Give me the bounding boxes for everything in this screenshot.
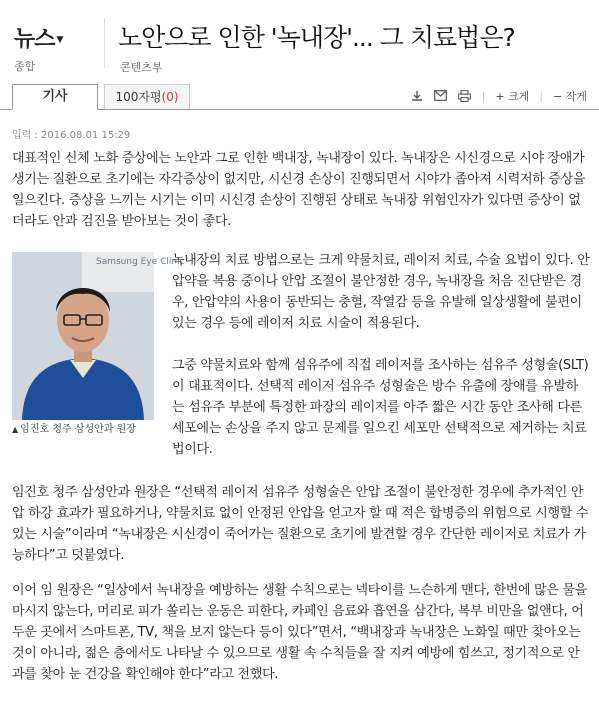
doctor-photo: [12, 252, 185, 420]
email-icon[interactable]: [434, 90, 448, 102]
article-paragraph: 녹내장의 치료 방법으로는 크게 약물치료, 레이저 치료, 수술 요법이 있다. 안압약을 복용 중이나 안압 조절이 불안정한 경우, 녹내장을 처음 진단받은 경우, 안압약의 사용이 동반되는 충혈, 작열감 등을 유발해 일상생활에 불편이 있는 경우 등에 레이저 치료 시술이 적용된다.: [172, 253, 590, 331]
header-divider: [104, 18, 105, 68]
article-paragraph: 임진호 청주 삼성안과 원장은 “선택적 레이저 섬유주 성형술은 안압 조절이 불안정한 경우에 추가적인 안압 하강 효과가 필요하거나, 약물치료 없이 안정된 안압을 얻고자 할 때 적은 합병증의 위험으로 시행할 수 있는 시술”이라며 “녹내장은 시신경이 죽어가는 질환으로 초기에 발견할 경우 간단한 레이저로 치료가 가능하다”고 덧붙였다.: [12, 485, 589, 563]
article-paragraph: 이어 임 원장은 “일상에서 녹내장을 예방하는 생활 수칙으로는 넥타이를 느슨하게 맨다, 한번에 많은 물을 마시지 않는다, 머리로 피가 쏠리는 운동은 피한다, 카페인 음료와 흡연을 삼간다, 복부 비만을 없앤다, 어두운 곳에서 스마트폰, TV, 책을 보지 않는다 등이 있다”면서, “백내장과 녹내장은 노화일 때만 찾아오는 것이 아니라, 젊은 층에서도 나타날 수 있으므로 생활 속 수칙들을 잘 지켜 예방에 힘쓰고, 정기적으로 안과를 찾아 눈 건강을 확인해야 한다”라고 전했다.: [12, 583, 587, 682]
section-menu[interactable]: [14, 22, 62, 53]
tab-comments[interactable]: [104, 84, 190, 109]
zoom-in-button[interactable]: + 크게: [495, 90, 530, 103]
print-icon[interactable]: [458, 90, 472, 102]
toolbar-separator: |: [481, 89, 486, 103]
download-icon[interactable]: [410, 90, 424, 102]
article-toolbar: [410, 88, 587, 104]
clinic-sign-text: Samsung Eye Clinic: [96, 257, 185, 267]
article-paragraph: 그중 약물치료와 함께 섬유주에 직접 레이저를 조사하는 섬유주 성형술(SLT)이 대표적이다. 선택적 레이저 섬유주 성형술은 방수 유출에 장애를 유발하는 섬유주 부분에 특정한 파장의 레이저를 아주 짧은 시간 동안 조사해 다른 세포에는 손상을 주지 않고 문제를 일으킨 세포만 선택적으로 제거하는 치료법이다.: [172, 358, 589, 457]
article-date: 입력 : 2016.08.01 15:29: [12, 130, 131, 141]
triangle-icon: ▲: [12, 425, 19, 434]
page-title: 노안으로 인한 '녹내장'... 그 치료법은?: [118, 23, 515, 52]
article-source: 콘텐츠부: [120, 61, 163, 74]
photo-caption: [12, 422, 154, 438]
tab-comments-label: 100자평: [115, 90, 162, 104]
chevron-down-icon: ▼: [56, 35, 63, 45]
article-header: [0, 0, 599, 78]
article-tabs: [0, 80, 599, 110]
tab-article[interactable]: 기사: [12, 84, 98, 110]
comments-count: (0): [161, 90, 179, 104]
section-label: 뉴스: [14, 27, 55, 52]
caption-text: 임진호 청주 삼성안과 원장: [20, 424, 136, 435]
article-paragraph: 대표적인 신체 노화 증상에는 노안과 그로 인한 백내장, 녹내장이 있다. 녹내장은 시신경으로 시야 장애가 생기는 질환으로 초기에는 자각증상이 없지만, 시신경 손상이 진행되면서 시야가 좁아져 시력저하 증상을 일으킨다. 증상을 느끼는 시기는 이미 시신경 손상이 진행된 상태로 녹내장 위험인자가 있다면 증상이 없더라도 안과 검진을 받아보는 것이 좋다.: [12, 151, 586, 229]
zoom-out-button[interactable]: − 작게: [553, 90, 587, 103]
toolbar-separator: |: [539, 89, 544, 103]
section-sub-label[interactable]: 종합: [14, 60, 36, 73]
